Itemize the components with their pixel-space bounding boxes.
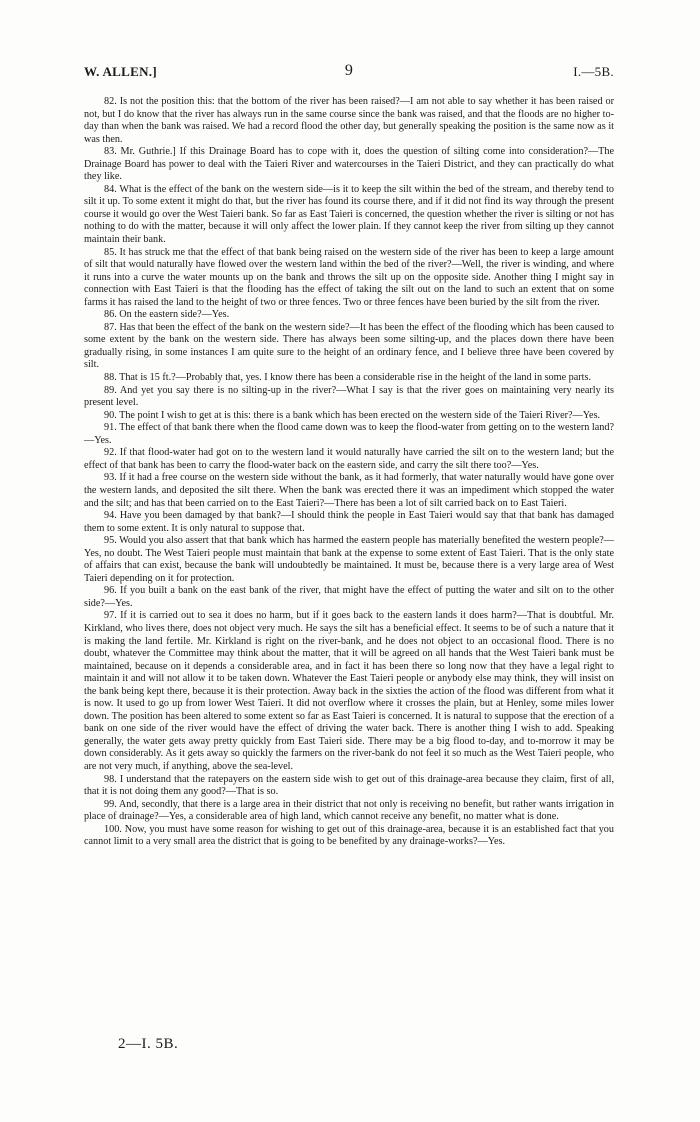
paragraph-87: 87. Has that been the effect of the bank on the western side?—It has been the effect of the flooding which has been caused to some extent by the bank on the western side. There has always been some silting-up, and the places down there have been gradually rising, in some instances I am quite sure to the height of an ordinary fence, and I believe three have been covered by silt. (84, 321, 614, 371)
header-witness-name: W. ALLEN.] (84, 64, 157, 79)
paragraph-96: 96. If you built a bank on the east bank of the river, that might have the effect of putting the water and silt on to the other side?—Yes. (84, 585, 614, 609)
testimony-body (84, 96, 614, 849)
paragraph-89: 89. And yet you say there is no silting-up in the river?—What I say is that the river goes on maintaining very nearly its present level. (84, 384, 614, 409)
paragraph-93: 93. If it had a free course on the western side without the bank, as it had formerly, that water naturally would have gone over the western lands, and deposited the silt there. When the bank was erected there it was an impediment which stopped the water and the silt; and has that been carried on to the East Taieri?—There has been a lot of silt carried back on to East Taieri. (84, 472, 614, 509)
page-header (84, 64, 614, 82)
paragraph-98: 98. I understand that the ratepayers on the eastern side wish to get out of this drainage-area because they claim, first of all, that it is not doing them any good?—That is so. (84, 773, 614, 798)
paragraph-90: 90. The point I wish to get at is this: there is a bank which has been erected on the western side of the Taieri River?—Yes. (104, 409, 601, 421)
printer-signature-mark: 2—I. 5B. (118, 1036, 179, 1052)
paragraph-84: 84. What is the effect of the bank on the western side—is it to keep the silt within the bed of the stream, and thereby tend to silt it up. To some extent it might do that, but the river has found its course there, and if it did not find its way through the present course it would go over the West Taieri bank. So far as East Taieri is concerned, the question whether the river is silting or not has nothing to do with the matter, because it will only affect the lower plain. If they cannot keep the river from silting up they cannot maintain their bank. (84, 183, 614, 246)
paragraph-88: 88. That is 15 ft.?—Probably that, yes. I know there has been a considerable rise in the height of the land in some parts. (104, 372, 591, 384)
paragraph-94: 94. Have you been damaged by that bank?—I should think the people in East Taieri would say that that bank has damaged them to some extent. It is only natural to suppose that. (84, 510, 614, 534)
paragraph-83: 83. Mr. Guthrie.] If this Drainage Board has to cope with it, does the question of silting come into consideration?—The Drainage Board has power to deal with the Taieri River and watercourses in the Taieri District, and they can practically do what they like. (84, 146, 614, 183)
page-number: 9 (344, 62, 354, 79)
paragraph-92: 92. If that flood-water had got on to the western land it would naturally have carried the silt on to the western land; but the effect of that bank has been to carry the flood-water back on the eastern side, and carry the silt there too?—Yes. (84, 447, 614, 471)
document-reference: I.—5B. (573, 64, 614, 79)
paragraph-100: 100. Now, you must have some reason for wishing to get out of this drainage-area, because it is an established fact that you cannot limit to a very small area the district that is going to be benefited by any drainage-works?—Yes. (84, 823, 614, 848)
paragraph-85: 85. It has struck me that the effect of that bank being raised on the western side of the river has been to keep a large amount of silt that would naturally have flowed over the western land within the bed of the river?—Well, the river is winding, and where it runs into a curve the water mounts up on the bank and throws the silt up on the opposite side. Another thing I might say in connection with East Taieri is that the flooding has the effect of taking the silt out on the land to such an extent that on some farms it has raised the land to the height of two or three fences. Two or three fences have been buried by the silt from the river. (84, 246, 614, 308)
paragraph-97: 97. If it is carried out to sea it does no harm, but if it goes back to the eastern lands it does harm?—That is doubtful. Mr. Kirkland, who lives there, does not object very much. He says the silt has a beneficial effect. It seems to be of such a nature that it is making the land fertile. Mr. Kirkland is right on the river-bank, and he does not object to an occasional flood. There is no doubt, whatever the Committee may think about the matter, that it will be agreed on all hands that the West Taieri bank must be maintained, because on it depends a considerable area, and in fact it has been there so long now that they have a legal right to maintain it and will not allow it to be taken down. Whatever the East Taieri people or anybody else may think, they will insist on the bank being kept there, because it is their protection. Away back in the sixties the action of the flood was different from what it is now. It used to go up from lower West Taieri. It did not overflow where it crosses the plain, but at Henley, some miles lower down. The position has been altered to some extent so far as East Taieri is concerned. It is natural to suppose that the erection of a bank on one side of the river would have the effect of driving the water back. There is another thing I wish to add. Speaking generally, the water gets away pretty quickly from East Taieri side. There may be a big flood to-day, and to-morrow it may be down considerably. As it gets away so quickly the farmers on the river-bank do not feel it so much as the West Taieri people, who are not very much, if anything, above the sea-level. (84, 610, 614, 772)
paragraph-91: 91. The effect of that bank there when the flood came down was to keep the flood-water from getting on to the western land?—Yes. (84, 422, 614, 446)
paragraph-99: 99. And, secondly, that there is a large area in their district that not only is receiving no benefit, but rather wants irrigation in place of drainage?—Yes, a considerable area of high land, which cannot receive any benefit, no matter what is done. (84, 798, 614, 823)
paragraph-86: 86. On the eastern side?—Yes. (104, 309, 230, 321)
paragraph-95: 95. Would you also assert that that bank which has harmed the eastern people has materially benefited the western people?—Yes, no doubt. The West Taieri people must maintain that bank at the expense to some extent of East Taieri. That is the only state of affairs that can exist, because the bank will undoubtedly be maintained. It must be, because there is a very large area of West Taieri depending on it for protection. (84, 535, 614, 584)
paragraph-82: 82. Is not the position this: that the bottom of the river has been raised?—I am not able to say whether it has been raised or not, but I do know that the river has always run in the same course since the bank was raised, and that the floods are no higher to-day than when the bank was raised. We had a record flood the other day, but generally speaking the position is the same now as it was then. (84, 96, 614, 145)
